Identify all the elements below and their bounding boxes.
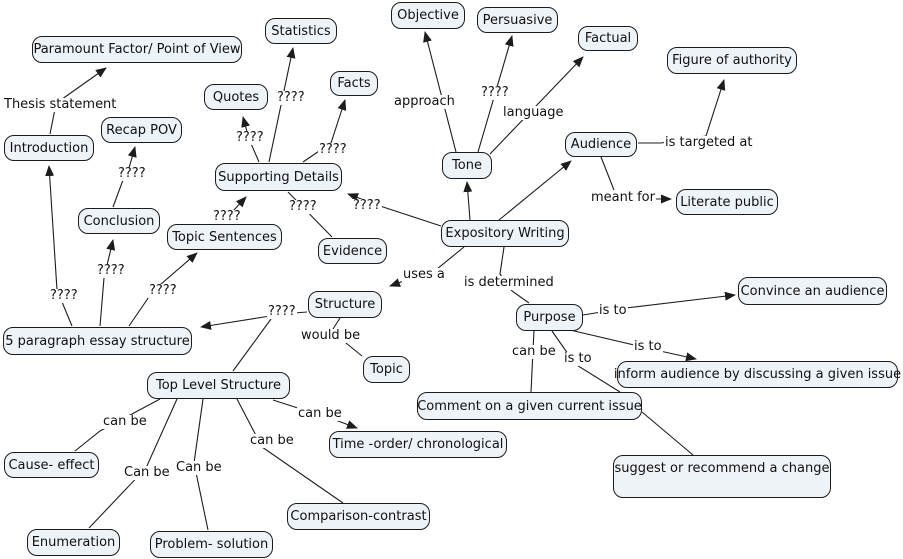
link-label-q-conclusion[interactable]: ????	[97, 263, 125, 278]
node-top-level-structure[interactable]: Top Level Structure	[147, 372, 290, 399]
link-label-q-introduction[interactable]: ????	[50, 288, 78, 303]
node-comment-current-issue[interactable]: Comment on a given current issue	[417, 392, 642, 420]
edge-five-paragraph-essay-to-conclusion	[100, 240, 113, 326]
link-label-can-be-comparison[interactable]: can be	[250, 433, 294, 448]
link-label-can-be-cause[interactable]: can be	[103, 414, 147, 429]
link-label-q-expository-details[interactable]: ????	[353, 198, 381, 213]
node-objective[interactable]: Objective	[391, 2, 465, 29]
link-label-thesis-statement[interactable]: Thesis statement	[4, 97, 117, 112]
node-purpose[interactable]: Purpose	[516, 304, 583, 331]
node-structure[interactable]: Structure	[308, 291, 382, 318]
link-label-q-persuasive[interactable]: ????	[481, 85, 509, 100]
link-label-is-to-inform[interactable]: is to	[634, 339, 662, 354]
node-introduction[interactable]: Introduction	[4, 135, 94, 161]
node-problem-solution[interactable]: Problem- solution	[150, 531, 273, 558]
node-cause-effect[interactable]: Cause- effect	[4, 452, 99, 478]
node-comparison-contrast[interactable]: Comparison-contrast	[287, 503, 430, 530]
link-label-can-be-enumeration[interactable]: Can be	[124, 465, 170, 480]
link-label-is-targeted-at[interactable]: is targeted at	[665, 135, 753, 150]
link-label-q-quotes[interactable]: ????	[236, 130, 264, 145]
edge-purpose-to-comment-current-issue	[531, 330, 534, 392]
node-recap-pov[interactable]: Recap POV	[101, 117, 182, 143]
edge-tone-to-objective	[425, 32, 456, 152]
node-figure-of-authority[interactable]: Figure of authority	[667, 47, 797, 74]
link-label-uses-a[interactable]: uses a	[403, 267, 445, 282]
link-label-language[interactable]: language	[503, 105, 564, 120]
edge-supporting-details-to-statistics	[269, 48, 293, 162]
link-label-is-to-comment[interactable]: is to	[564, 351, 592, 366]
link-label-is-determined[interactable]: is determined	[464, 275, 554, 290]
link-label-q-structure-five-para[interactable]: ????	[268, 304, 296, 319]
node-paramount-factor[interactable]: Paramount Factor/ Point of View	[32, 36, 242, 63]
edge-expository-writing-to-audience	[499, 161, 571, 220]
link-label-approach[interactable]: approach	[394, 94, 455, 109]
node-expository-writing[interactable]: Expository Writing	[441, 220, 569, 247]
edge-audience-to-figure-of-authority	[638, 80, 724, 143]
link-label-q-statistics[interactable]: ????	[277, 90, 305, 105]
link-label-q-facts[interactable]: ????	[319, 142, 347, 157]
node-persuasive[interactable]: Persuasive	[477, 7, 558, 33]
node-literate-public[interactable]: Literate public	[676, 189, 778, 215]
node-enumeration[interactable]: Enumeration	[27, 529, 120, 556]
link-label-can-be-time-order[interactable]: can be	[298, 406, 342, 421]
edge-expository-writing-to-tone	[467, 182, 470, 220]
node-conclusion[interactable]: Conclusion	[78, 208, 160, 234]
node-time-order[interactable]: Time -order/ chronological	[329, 431, 507, 458]
link-label-can-be-problem[interactable]: Can be	[176, 460, 222, 475]
node-supporting-details[interactable]: Supporting Details	[215, 163, 342, 191]
node-evidence[interactable]: Evidence	[318, 238, 387, 264]
link-label-is-to-convince[interactable]: is to	[599, 303, 627, 318]
node-five-paragraph-essay[interactable]: 5 paragraph essay structure	[3, 327, 192, 355]
node-tone[interactable]: Tone	[442, 152, 492, 179]
node-suggest-change[interactable]: suggest or recommend a change	[613, 455, 831, 498]
link-label-q-topic-sentences[interactable]: ????	[213, 209, 241, 224]
node-facts[interactable]: Facts	[330, 71, 378, 96]
node-factual[interactable]: Factual	[578, 26, 638, 51]
edge-top-level-structure-to-structure	[233, 319, 271, 371]
edge-audience-to-literate-public	[601, 157, 614, 190]
node-audience[interactable]: Audience	[565, 132, 637, 157]
node-topic-sentences[interactable]: Topic Sentences	[167, 224, 282, 250]
link-label-would-be[interactable]: would be	[301, 328, 361, 343]
node-topic[interactable]: Topic	[363, 356, 410, 383]
node-statistics[interactable]: Statistics	[265, 18, 337, 44]
node-convince-an-audience[interactable]: Convince an audience	[738, 277, 887, 305]
link-label-q-recap-pov[interactable]: ????	[118, 166, 146, 181]
node-quotes[interactable]: Quotes	[204, 84, 268, 110]
link-label-can-be-comment[interactable]: can be	[512, 344, 556, 359]
link-label-q-five-para-topic[interactable]: ????	[149, 283, 177, 298]
edge-comment-current-issue-to-suggest-change	[642, 412, 693, 455]
link-label-meant-for[interactable]: meant for	[591, 190, 655, 205]
link-label-q-evidence[interactable]: ????	[289, 199, 317, 214]
node-inform-audience[interactable]: inform audience by discussing a given issue	[617, 361, 898, 388]
